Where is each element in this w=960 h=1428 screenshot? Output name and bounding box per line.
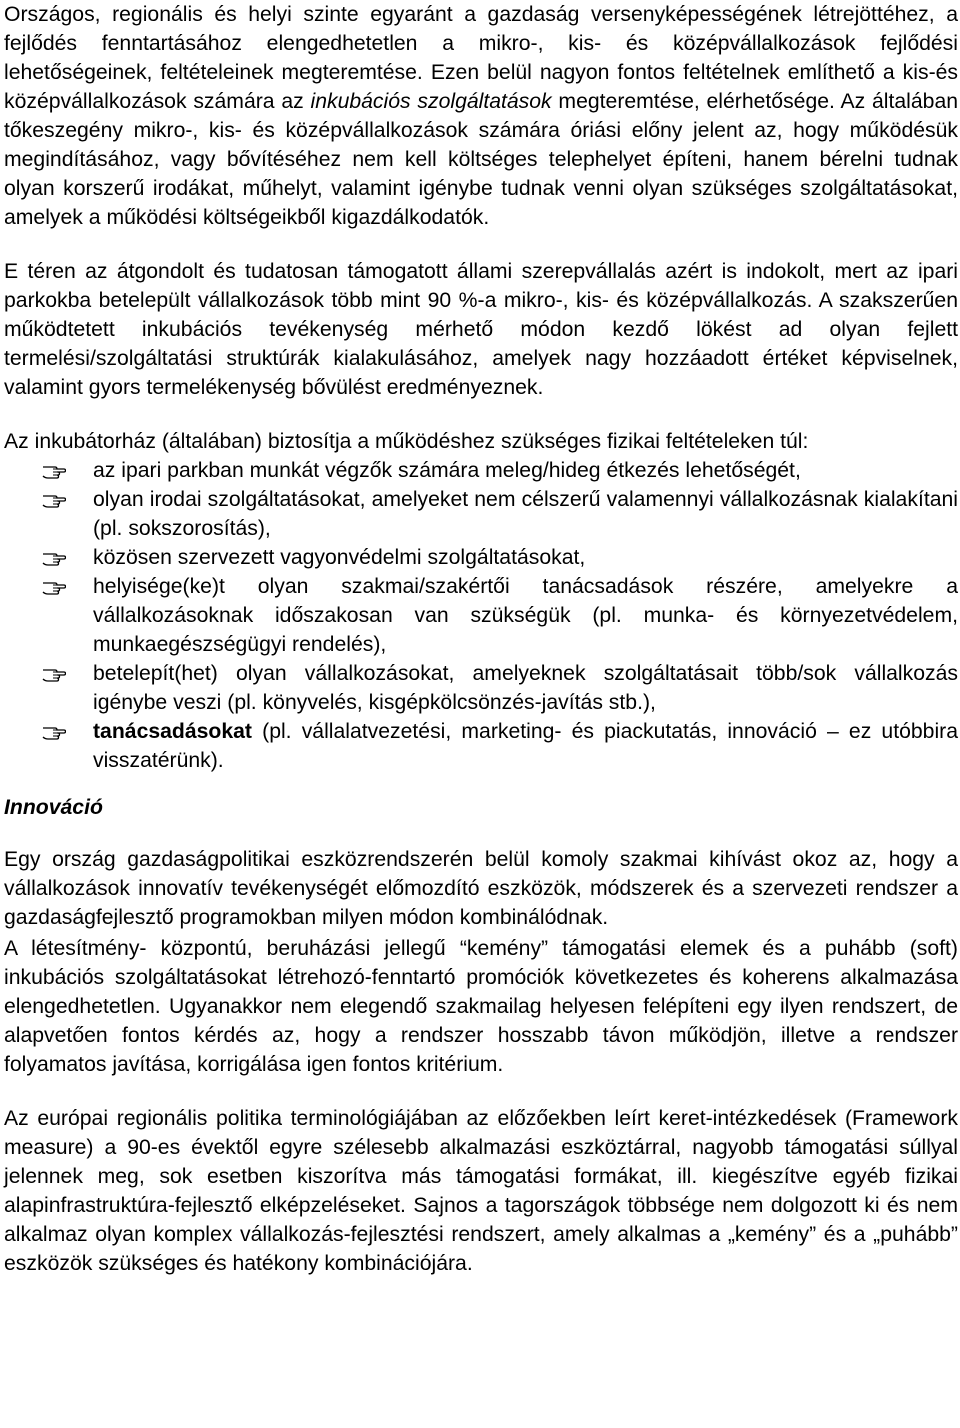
paragraph-state-role: E téren az átgondolt és tudatosan támogatott állami szerepvállalás azért is indokolt, mert az ipari parkokba betelepült vállalkozások több mint 90 %-a mikro-, kis- és középvállalkozás. A szakszerűen működtetett inkubációs tevékenység mérhető módon kezdő lökést ad olyan fejlett termelési/szolgáltatási struktúrák kialakulásához, amelyek nagy hozzáadott értéket képviselnek, valamint gyors termelékenység bővülést eredményeznek. (4, 260, 958, 399)
list-item-bold: tanácsadásokat (93, 720, 252, 743)
paragraph-intro-part-a: Országos, regionális és helyi szinte egyaránt a gazdaság versenyképességének létrejöttéhez, a fejlődés fenntartásához elengedhetetlen a mikro-, kis- és középvállalkozások fejlődési lehetőségeinek, feltételeinek megteremtése. Ezen belül nagyon fontos feltételnek említhető a kis-és középvállalkozások számára az (4, 3, 958, 113)
document-page (4, 0, 958, 1278)
pointing-hand-icon (42, 722, 66, 740)
pointing-hand-icon (42, 664, 66, 682)
incubator-services-list (4, 456, 958, 775)
list-item-text: közösen szervezett vagyonvédelmi szolgáltatásokat, (93, 546, 586, 569)
paragraph-intro-part-b: megteremtése, elérhetősége. Az általában tőkeszegény mikro-, kis- és középvállalkozások számára óriási előny jelent az, hogy működésük megindításához, vagy bővítéséhez nem kell költséges telephelyet építeni, hanem bérelni tudnak olyan korszerű irodákat, műhelyt, valamint igénybe tudnak venni olyan szükséges szolgáltatásokat, amelyek a működési költségeikből kigazdálkodatók. (4, 90, 959, 229)
paragraph-intro-italic: inkubációs szolgáltatások (310, 90, 552, 113)
list-item (4, 485, 958, 543)
paragraph-hard-soft: A létesítmény- központú, beruházási jellegű “kemény” támogatási elemek és a puhább (soft) inkubációs szolgáltatásokat létrehozó-fenntartó promóciók következetes és koherens alkalmazása elengedhetetlen. Ugyanakkor nem elegendő szakmailag helyesen felépíteni egy ilyen rendszert, de alapvetően fontos kérdés az, hogy a rendszer hosszabb távon működjön, illetve a rendszer folyamatos javítása, korrigálása igen fontos kritérium. (4, 937, 958, 1076)
paragraph-eu-policy: Az európai regionális politika terminológiájában az előzőekben leírt keret-intézkedések (Framework measure) a 90-es évektől egyre szélesebb alkalmazási eszköztárral, nagyobb támogatási súllyal jelennek meg, sok esetben kiszorítva más támogatási formákat, ill. kiegészítve egyéb fizikai alapinfrastruktúra-fejlesztő elképzeléseket. Sajnos a tagországok többsége nem dolgozott ki és nem alkalmaz olyan komplex vállalkozás-fejlesztési rendszert, amely alkalmas a „kemény” és a „puhább” eszközök szükséges és hatékony kombinációjára. (4, 1107, 958, 1275)
paragraph-intro (4, 0, 958, 232)
pointing-hand-icon (42, 490, 66, 508)
pointing-hand-icon (42, 577, 66, 595)
list-item-text: (pl. vállalatvezetési, marketing- és piackutatás, innováció – ez utóbbira visszatérünk). (93, 720, 958, 772)
list-item-text: olyan irodai szolgáltatásokat, amelyeket nem célszerű valamennyi vállalkozásnak kialakítani (pl. sokszorosítás), (93, 488, 958, 540)
pointing-hand-icon (42, 548, 66, 566)
section-heading: Innováció (4, 796, 103, 819)
list-item (4, 659, 958, 717)
list-item (4, 717, 958, 775)
paragraph-incubator-intro: Az inkubátorház (általában) biztosítja a működéshez szükséges fizikai feltételeken túl: (4, 430, 809, 453)
list-item-text: betelepít(het) olyan vállalkozásokat, amelyeknek szolgáltatásait több/sok vállalkozás igénybe veszi (pl. könyvelés, kisgépkölcsönzés-javítás stb.), (93, 662, 958, 714)
list-item (4, 572, 958, 659)
list-item (4, 456, 958, 485)
list-item-text: helyisége(ke)t olyan szakmai/szakértői tanácsadások részére, amelyekre a vállalkozásoknak időszakosan van szükségük (pl. munka- és környezetvédelem, munkaegészségügyi rendelés), (93, 575, 958, 656)
list-item (4, 543, 958, 572)
list-item-text: az ipari parkban munkát végzők számára meleg/hideg étkezés lehetőségét, (93, 459, 801, 482)
paragraph-innovation: Egy ország gazdaságpolitikai eszközrendszerén belül komoly szakmai kihívást okoz az, hogy a vállalkozások innovatív tevékenységét előmozdító eszközök, módszerek és a szervezeti rendszer a gazdaságfejlesztő programokban milyen módon kombinálódnak. (4, 848, 958, 929)
pointing-hand-icon (42, 461, 66, 479)
